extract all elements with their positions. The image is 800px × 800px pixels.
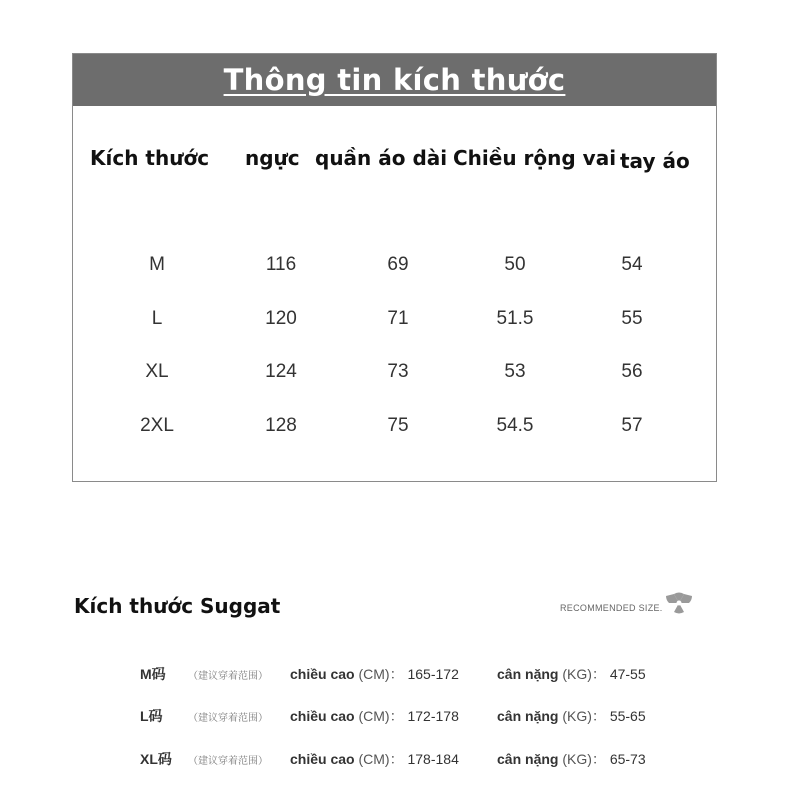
table-cell: 124: [265, 361, 297, 382]
column-header-length: quần áo dài: [315, 146, 448, 170]
table-cell: 75: [387, 415, 409, 436]
table-cell: M: [149, 254, 165, 275]
table-cell: 73: [387, 361, 409, 382]
table-cell: 120: [265, 308, 297, 329]
height-value: 165-172: [407, 666, 459, 682]
suggest-height: [290, 706, 459, 726]
suggest-size: XL码: [140, 751, 172, 767]
suggest-height: [290, 664, 459, 684]
weight-label: cân nặng: [497, 751, 559, 767]
table-cell: 53: [504, 361, 526, 382]
suggest-title: Kích thước Suggat: [74, 594, 281, 618]
radiation-icon: [665, 590, 693, 616]
table-cell: 51.5: [496, 308, 534, 329]
suggest-row-xl: [0, 749, 800, 773]
recommended-size-label: RECOMMENDED SIZE.: [560, 603, 663, 613]
suggest-size: L码: [140, 708, 163, 724]
table-cell: XL: [145, 361, 169, 382]
table-cell: 54.5: [496, 415, 534, 436]
table-cell: 57: [621, 415, 643, 436]
column-header-size: Kích thước: [90, 146, 210, 170]
column-header-chest: ngực: [245, 146, 300, 170]
table-cell: 128: [265, 415, 297, 436]
weight-unit: (KG)：: [562, 666, 606, 682]
table-cell: L: [151, 308, 163, 329]
suggest-height: [290, 749, 459, 769]
table-cell: 54: [621, 254, 643, 275]
weight-unit: (KG)：: [562, 708, 606, 724]
table-cell: 69: [387, 254, 409, 275]
weight-value: 47-55: [609, 666, 646, 682]
height-value: 178-184: [407, 751, 459, 767]
suggest-weight: [497, 664, 646, 684]
table-cell: 116: [265, 254, 297, 275]
weight-label: cân nặng: [497, 666, 559, 682]
weight-unit: (KG)：: [562, 751, 606, 767]
suggest-row-l: [0, 706, 800, 730]
suggest-row-m: [0, 664, 800, 688]
weight-value: 65-73: [609, 751, 646, 767]
column-header-sleeve: tay áo: [620, 149, 690, 173]
weight-value: 55-65: [609, 708, 646, 724]
column-header-shoulder: Chiều rộng vai: [453, 146, 617, 170]
height-value: 172-178: [407, 708, 459, 724]
height-unit: (CM)：: [358, 751, 404, 767]
height-unit: (CM)：: [358, 708, 404, 724]
height-label: chiều cao: [290, 666, 355, 682]
table-cell: 2XL: [140, 415, 174, 436]
size-info-table: [72, 53, 717, 482]
height-unit: (CM)：: [358, 666, 404, 682]
size-info-title: Thông tin kích thước: [223, 63, 566, 97]
suggest-weight: [497, 706, 646, 726]
height-label: chiều cao: [290, 708, 355, 724]
suggest-weight: [497, 749, 646, 769]
height-label: chiều cao: [290, 751, 355, 767]
size-info-header: [73, 54, 716, 106]
table-cell: 55: [621, 308, 643, 329]
table-cell: 56: [621, 361, 643, 382]
table-cell: 71: [387, 308, 409, 329]
suggest-note: （建议穿着范围）: [188, 671, 268, 682]
table-cell: 50: [504, 254, 526, 275]
suggest-note: （建议穿着范围）: [188, 713, 268, 724]
suggest-note: （建议穿着范围）: [188, 756, 268, 767]
weight-label: cân nặng: [497, 708, 559, 724]
suggest-size: M码: [140, 666, 166, 682]
